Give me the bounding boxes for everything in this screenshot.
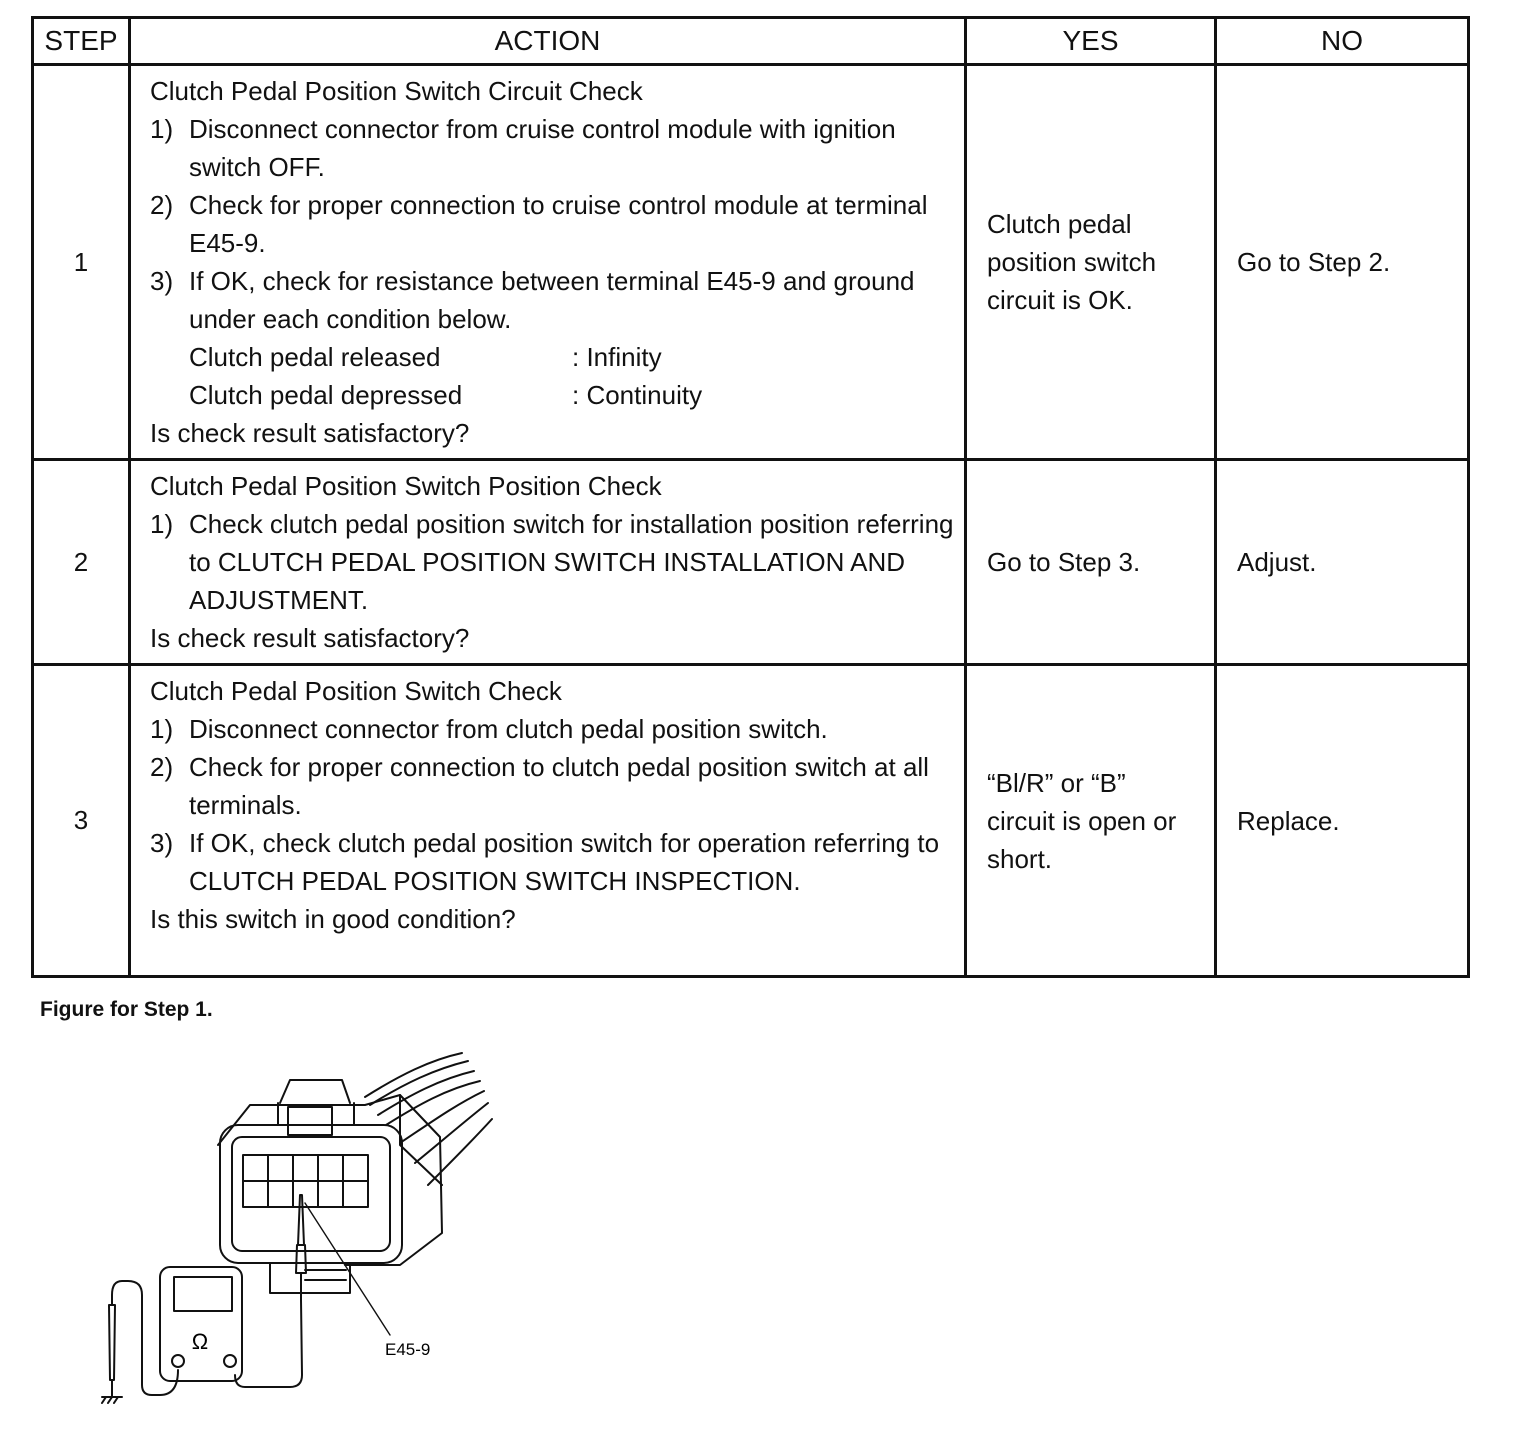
condition-label: Clutch pedal released: [189, 342, 441, 372]
substep-text: Check for proper connection to clutch pedal position switch at all terminals.: [189, 752, 929, 820]
ohmmeter-icon: [160, 1267, 242, 1381]
substep-text: If OK, check for resistance between terminal E45-9 and ground under each condition below.: [189, 266, 915, 334]
no-result: Replace.: [1216, 665, 1469, 977]
check-title: Clutch Pedal Position Switch Check: [150, 676, 562, 706]
figure-caption: Figure for Step 1.: [40, 998, 213, 1021]
substep-number: 3): [150, 266, 174, 296]
diagnosis-table: [31, 16, 1470, 978]
yes-result: Go to Step 3.: [966, 460, 1216, 665]
substep-number: 1): [150, 509, 174, 539]
substep: [150, 505, 954, 619]
substep-number: 2): [150, 190, 174, 220]
condition-value: : Infinity: [572, 342, 662, 372]
action-cell: [130, 665, 966, 977]
substep: [150, 710, 954, 748]
terminal-callout: E45-9: [385, 1340, 431, 1359]
header-action: ACTION: [130, 18, 966, 65]
step-number: 2: [33, 460, 130, 665]
substep: [150, 110, 954, 186]
substep-text: If OK, check clutch pedal position switch for operation referring to CLUTCH PEDAL POSITION SWITCH INSPECTION.: [189, 828, 940, 896]
table-row: [33, 665, 1469, 977]
condition-label: Clutch pedal depressed: [189, 380, 463, 410]
wire-harness-icon: [365, 1053, 492, 1185]
substep-number: 3): [150, 828, 174, 858]
check-title: Clutch Pedal Position Switch Circuit Check: [150, 76, 643, 106]
substep: [150, 748, 954, 824]
condition-row: [150, 338, 954, 376]
substep: [150, 262, 954, 338]
substep-number: 1): [150, 114, 174, 144]
check-question: Is check result satisfactory?: [150, 418, 470, 448]
header-yes: YES: [966, 18, 1216, 65]
condition-value: : Continuity: [572, 380, 703, 410]
step-number: 3: [33, 665, 130, 977]
table-row: [33, 460, 1469, 665]
step-number: 1: [33, 65, 130, 460]
check-question: Is check result satisfactory?: [150, 623, 470, 653]
ohm-symbol: Ω: [191, 1329, 209, 1354]
no-result: Go to Step 2.: [1216, 65, 1469, 460]
connector-test-figure: [100, 1045, 500, 1425]
action-cell: [130, 65, 966, 460]
substep: [150, 186, 954, 262]
substep-text: Disconnect connector from cruise control module with ignition switch OFF.: [189, 114, 896, 182]
no-result: Adjust.: [1216, 460, 1469, 665]
substep-text: Check for proper connection to cruise control module at terminal E45-9.: [189, 190, 928, 258]
check-title: Clutch Pedal Position Switch Position Check: [150, 471, 662, 501]
header-step: STEP: [33, 18, 130, 65]
check-question: Is this switch in good condition?: [150, 904, 516, 934]
substep-number: 1): [150, 714, 174, 744]
substep: [150, 824, 954, 900]
action-cell: [130, 460, 966, 665]
condition-row: [150, 376, 954, 414]
yes-result: Clutch pedal position switch circuit is OK.: [966, 65, 1216, 460]
header-no: NO: [1216, 18, 1469, 65]
substep-text: Check clutch pedal position switch for installation position referring to CLUTCH PEDAL POSITION SWITCH INSTALLATION AND ADJUSTMENT.: [189, 509, 954, 615]
substep-number: 2): [150, 752, 174, 782]
yes-result: “Bl/R” or “B” circuit is open or short.: [966, 665, 1216, 977]
table-row: [33, 65, 1469, 460]
substep-text: Disconnect connector from clutch pedal position switch.: [189, 714, 828, 744]
table-header-row: [33, 18, 1469, 65]
